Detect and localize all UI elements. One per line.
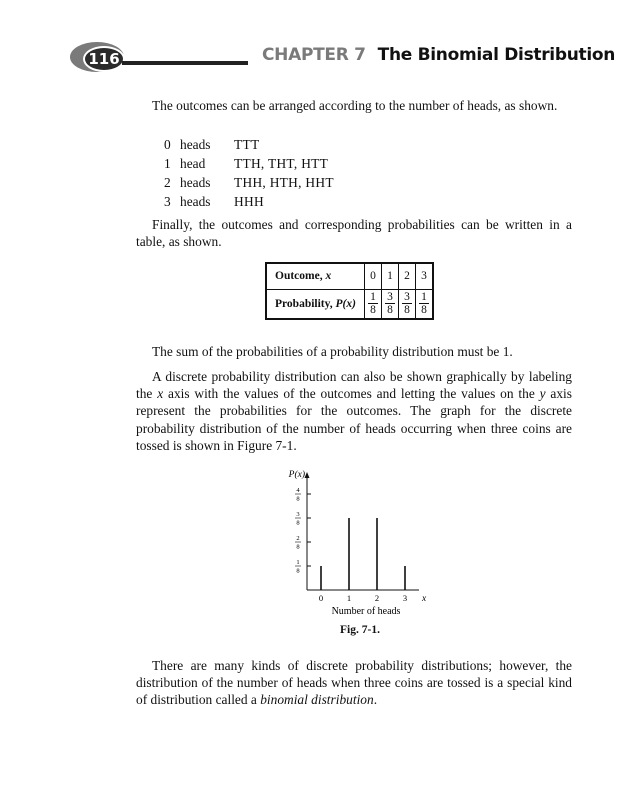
prob-numerator: 1 [421,291,427,304]
list-item [152,173,412,192]
heads-label: heads [180,175,211,190]
page-number: 116 [83,46,125,72]
heads-count: 1 [164,156,171,171]
graph-text-3: axis represent the probabilities for the outcomes. The graph for the discrete probability distribution of the number of heads occurring when three coins are tossed is shown in Figure 7-1. [136,386,572,453]
list-item [152,192,412,211]
x-axis-label: Number of heads [331,606,401,617]
outcome-header [266,263,365,289]
heads-outcomes: TTT [234,137,260,152]
outcome-cell: 0 [365,263,382,289]
graph-text-2: axis with the values of the outcomes and letting the values on the [163,386,540,402]
y-tick-denominator: 8 [296,543,300,551]
graph-paragraph [136,368,572,454]
heads-count: 3 [164,194,171,209]
y-tick-denominator: 8 [296,495,300,503]
list-item [152,135,412,154]
outcome-cell: 1 [382,263,399,289]
chart-bars [321,518,405,590]
closing-paragraph [136,657,572,709]
sum-sentence: The sum of the probabilities of a probability distribution must be 1. [152,344,513,359]
heads-outcomes: THH, HTH, HHT [234,175,334,190]
prob-denominator: 8 [421,304,427,317]
intro-paragraph: The outcomes can be arranged according to the number of heads, as shown. [152,98,558,113]
y-tick-numerator: 2 [296,535,300,542]
x-tick-label: 2 [374,593,380,603]
outcome-label: Outcome, [275,270,323,283]
probability-bar-chart [260,458,460,643]
chapter-label: CHAPTER 7 [262,45,366,65]
chapter-title: The Binomial Distribution [377,45,616,65]
y-tick-numerator: 3 [296,511,300,518]
heads-label: head [180,156,206,171]
probability-cell [416,289,434,319]
heads-count: 2 [164,175,171,190]
y-tick-denominator: 8 [296,519,300,527]
prob-denominator: 8 [404,304,410,317]
outcome-cell: 2 [399,263,416,289]
probability-header [266,289,365,319]
x-tick-label: 3 [402,593,408,603]
heads-label: heads [180,137,211,152]
x-tick-label: 1 [346,593,352,603]
prob-numerator: 3 [387,291,393,304]
header-rule [122,61,248,65]
y-axis-arrow [305,472,310,478]
probability-table [265,262,434,320]
chart-x-ticks [319,593,407,603]
heads-outcome-list [152,135,412,211]
closing-text-1: There are many kinds of discrete probability distributions; however, the distribution of the number of heads when three coins are tossed is a special kind of distribution called a [136,658,572,708]
probability-var: P(x) [335,297,356,310]
prob-numerator: 1 [370,291,376,304]
graph-var-x: x [157,386,164,402]
prob-denominator: 8 [370,304,376,317]
closing-emphasis: binomial distribution [260,692,374,708]
x-axis-var: x [422,594,427,604]
heads-label: heads [180,194,211,209]
probability-cell [365,289,382,319]
list-item [152,154,412,173]
heads-outcomes: HHH [234,194,264,209]
probability-cell [382,289,399,319]
table-row [266,263,433,289]
table-intro-paragraph: Finally, the outcomes and corresponding probabilities can be written in a table, as shown. [136,217,572,250]
y-tick-numerator: 1 [296,559,300,566]
probability-cell [399,289,416,319]
page-header [0,0,635,90]
x-tick-label: 0 [318,593,324,603]
chapter-heading [262,45,616,69]
y-tick-denominator: 8 [296,567,300,575]
prob-denominator: 8 [387,304,393,317]
prob-numerator: 3 [404,291,410,304]
outcome-var: x [325,270,332,283]
table-row [266,289,433,319]
closing-text-2: . [373,692,378,708]
heads-count: 0 [164,137,171,152]
chart-y-ticks [295,487,311,575]
graph-var-y: y [539,386,546,402]
graph-text-1: A discrete probability distribution can also be shown graphically by labeling the [136,369,572,402]
y-axis-label: P(x) [288,470,305,480]
probability-label: Probability, [275,297,333,310]
figure-caption: Fig. 7-1. [340,624,380,636]
outcome-cell: 3 [416,263,434,289]
y-tick-numerator: 4 [296,487,300,494]
heads-outcomes: TTH, THT, HTT [234,156,329,171]
